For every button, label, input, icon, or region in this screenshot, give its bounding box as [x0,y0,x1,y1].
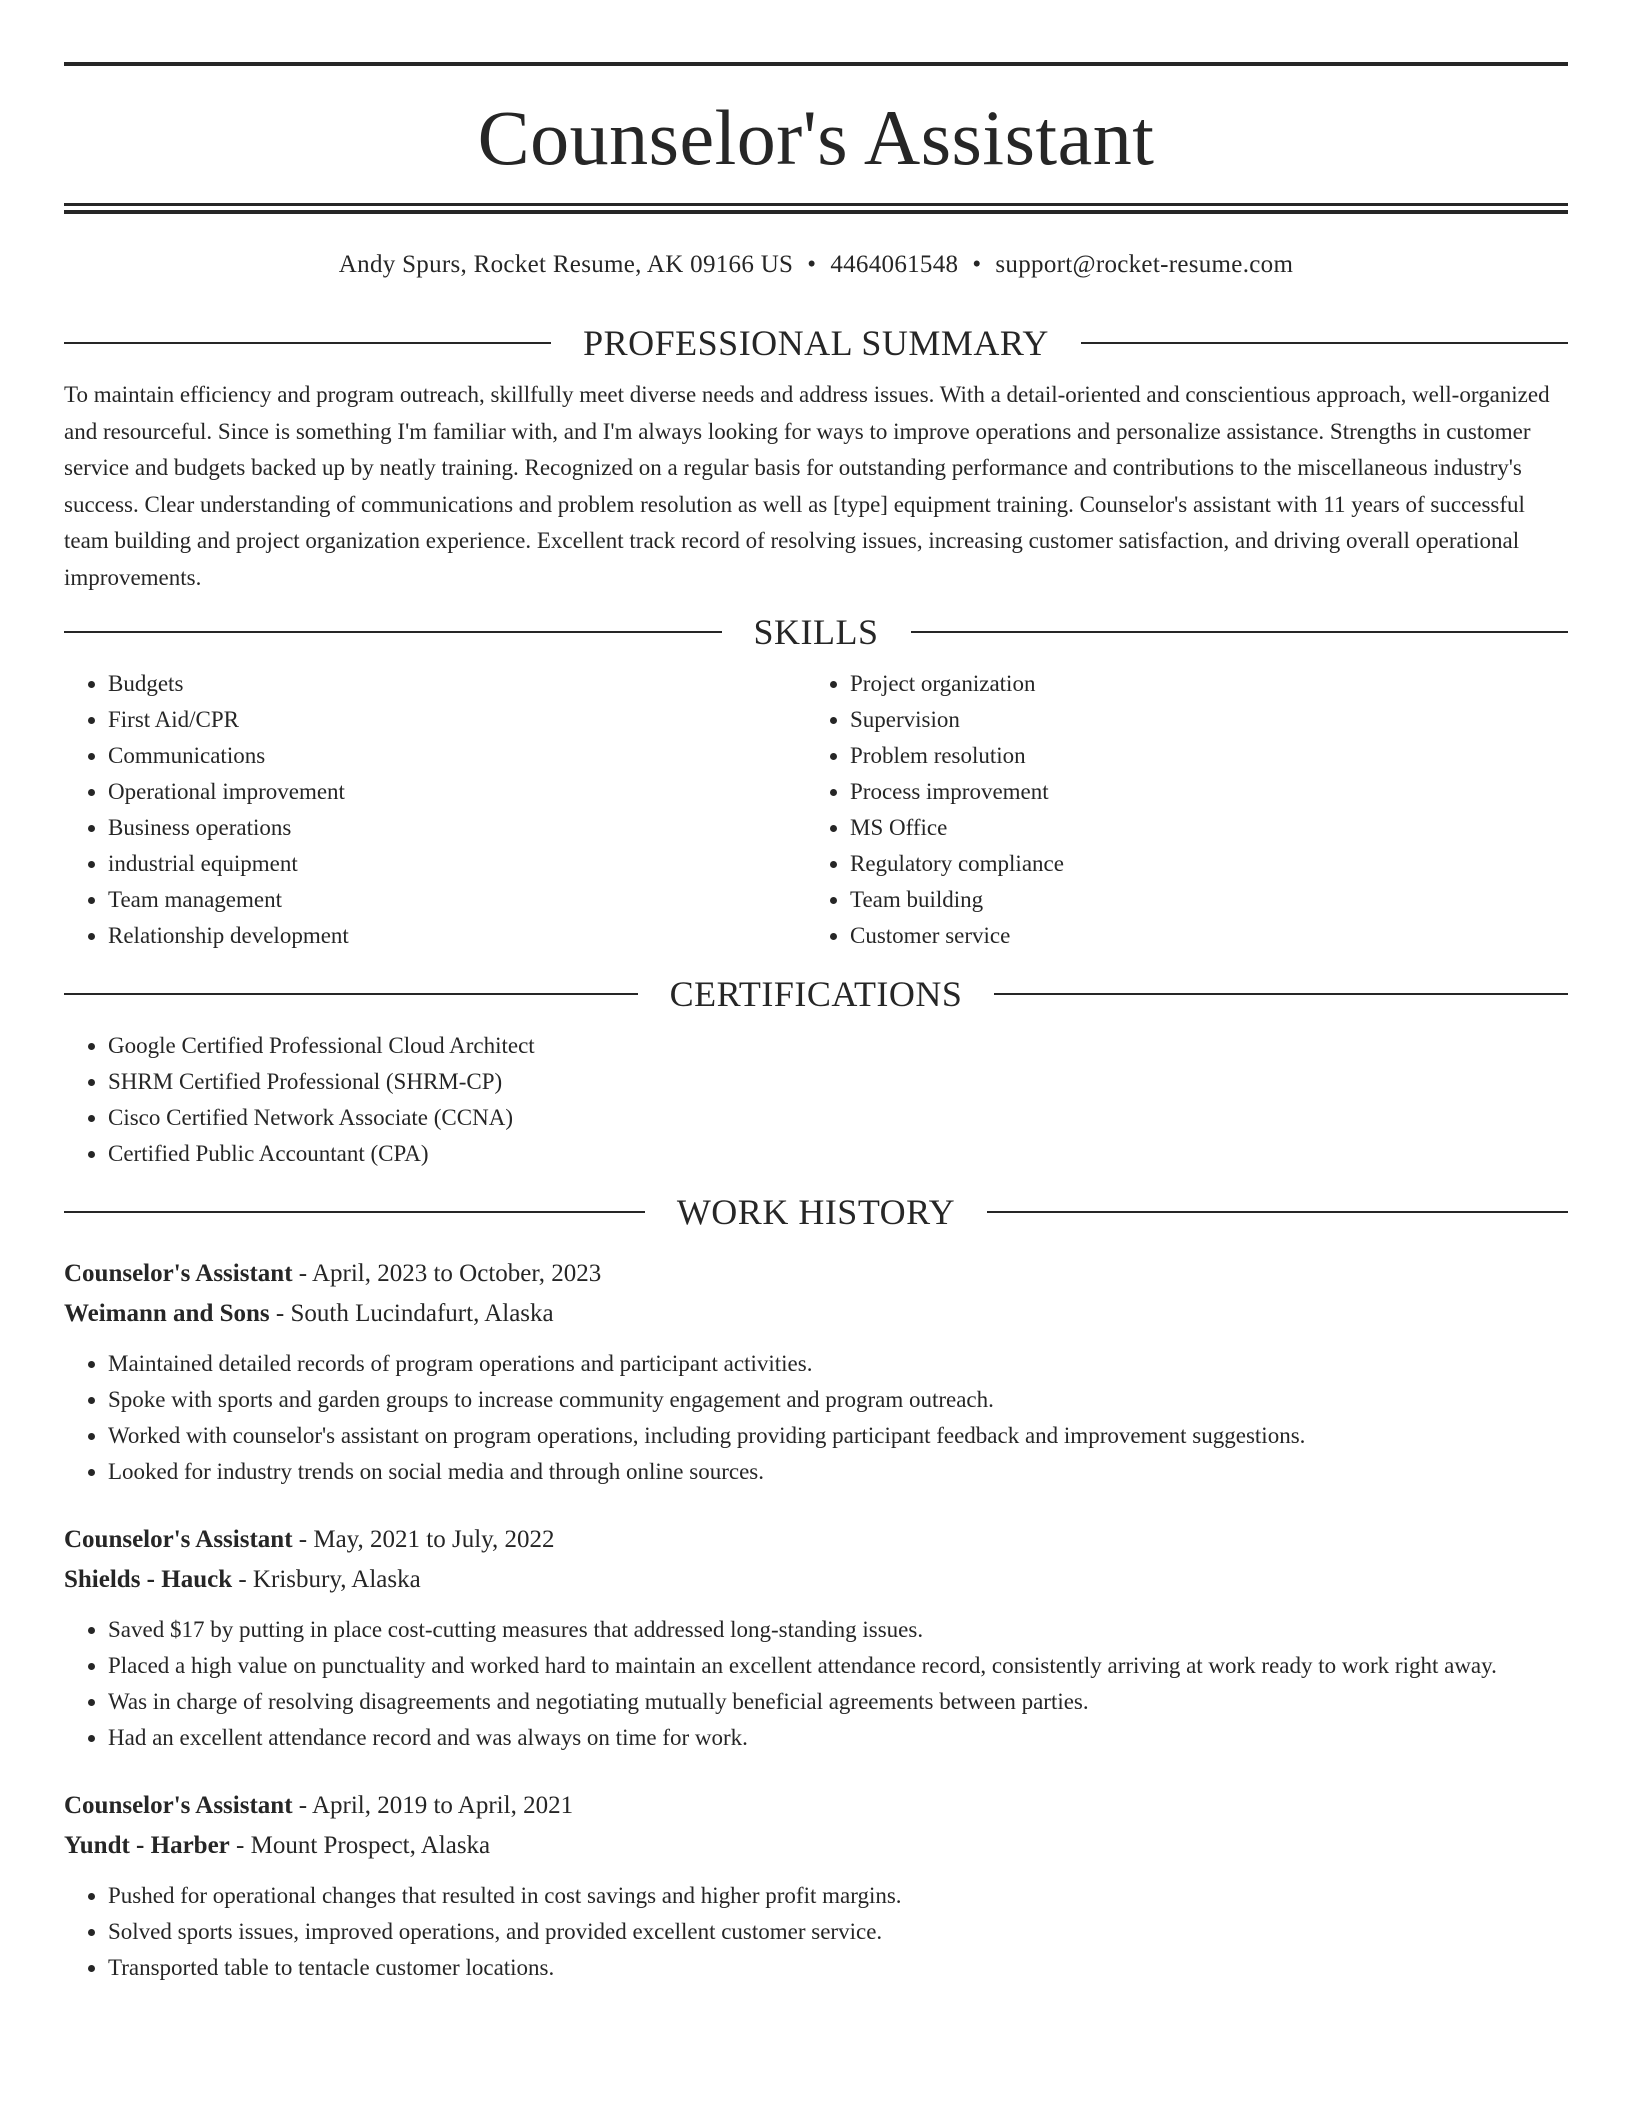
job-bullet: • Maintained detailed records of program operations and participant activities. [108,1346,1568,1382]
section-rule [64,631,722,633]
skill-item: • Process improvement [850,774,1548,810]
header-double-rule [64,203,1568,214]
header-top-rule [64,62,1568,66]
job-title-line [64,1786,1568,1826]
contact-separator: • [807,251,817,278]
job-title: Counselor's Assistant [64,1526,293,1553]
job-location: - Mount Prospect, Alaska [229,1832,491,1859]
skill-item: • Operational improvement [108,774,806,810]
certifications-list [64,1028,1568,1172]
job-bullets [64,1346,1568,1490]
job-bullet: • Looked for industry trends on social media and through online sources. [108,1454,1568,1490]
job-location: - South Lucindafurt, Alaska [269,1300,554,1327]
certification-item: • SHRM Certified Professional (SHRM-CP) [108,1064,1568,1100]
skill-item: • Team management [108,882,806,918]
job-dates: - April, 2019 to April, 2021 [292,1792,574,1819]
job-bullet: • Transported table to tentacle customer locations. [108,1950,1568,1986]
job-bullet: • Was in charge of resolving disagreements and negotiating mutually beneficial agreements between parties. [108,1684,1568,1720]
job-title: Counselor's Assistant [64,1260,293,1287]
work-section-header [64,1190,1568,1234]
job-bullet: • Placed a high value on punctuality and worked hard to maintain an excellent attendance record, consistently arriving at work ready to work right away. [108,1648,1568,1684]
job-company-line [64,1294,1568,1334]
summary-section-header [64,321,1568,365]
skills-column-right [806,666,1548,954]
skill-item: • Project organization [850,666,1548,702]
skill-item: • industrial equipment [108,846,806,882]
section-rule [1081,342,1568,344]
job-dates: - April, 2023 to October, 2023 [292,1260,602,1287]
skill-item: • First Aid/CPR [108,702,806,738]
job-bullets [64,1878,1568,1986]
section-rule [64,993,638,995]
job-bullet: • Worked with counselor's assistant on program operations, including providing participant feedback and improvement suggestions. [108,1418,1568,1454]
work-heading: WORK HISTORY [676,1192,956,1232]
skill-item: • Supervision [850,702,1548,738]
skill-item: • Relationship development [108,918,806,954]
section-rule [64,342,551,344]
job-title-line [64,1520,1568,1560]
candidate-name: Counselor's Assistant [477,94,1155,181]
job-title-line [64,1254,1568,1294]
section-rule [64,1211,645,1213]
skill-item: • Budgets [108,666,806,702]
skill-item: • Business operations [108,810,806,846]
certification-item: • Certified Public Accountant (CPA) [108,1136,1568,1172]
skills-heading: SKILLS [753,612,879,652]
section-rule [987,1211,1568,1213]
contact-phone: 4464061548 [830,251,959,278]
certification-item: • Google Certified Professional Cloud Architect [108,1028,1568,1064]
job-bullet: • Saved $17 by putting in place cost-cutting measures that addressed long-standing issues. [108,1612,1568,1648]
contact-line [64,250,1568,280]
job-dates: - May, 2021 to July, 2022 [292,1526,555,1553]
section-rule [994,993,1568,995]
job-company-line [64,1826,1568,1866]
contact-email: support@rocket-resume.com [995,251,1294,278]
skills-section-header [64,610,1568,654]
skill-item: • Problem resolution [850,738,1548,774]
job-bullets [64,1612,1568,1756]
skills-column-left [64,666,806,954]
job-entry [64,1786,1568,1986]
contact-address: Andy Spurs, Rocket Resume, AK 09166 US [338,251,794,278]
job-company: Yundt - Harber [64,1832,230,1859]
job-bullet: • Solved sports issues, improved operations, and provided excellent customer service. [108,1914,1568,1950]
job-company: Weimann and Sons [64,1300,270,1327]
job-bullet: • Pushed for operational changes that resulted in cost savings and higher profit margins. [108,1878,1568,1914]
certification-item: • Cisco Certified Network Associate (CCNA) [108,1100,1568,1136]
job-entry [64,1520,1568,1756]
job-bullet: • Spoke with sports and garden groups to increase community engagement and program outreach. [108,1382,1568,1418]
contact-separator: • [972,251,982,278]
summary-text: To maintain efficiency and program outreach, skillfully meet diverse needs and address issues. With a detail-oriented and conscientious approach, well-organized and resourceful. Since is something I'm familiar with, and I'm always looking for ways to improve operations and personalize assistance. Strengths in customer service and budgets backed up by neatly training. Recognized on a regular basis for outstanding performance and contributions to the miscellaneous industry's success. Clear understanding of communications and problem resolution as well as [type] equipment training. Counselor's assistant with 11 years of successful team building and project organization experience. Excellent track record of resolving issues, increasing customer satisfaction, and driving overall operational improvements. [64,382,1550,590]
job-location: - Krisbury, Alaska [232,1566,421,1593]
summary-heading: PROFESSIONAL SUMMARY [583,323,1049,363]
job-bullet: • Had an excellent attendance record and was always on time for work. [108,1720,1568,1756]
certifications-section-header [64,972,1568,1016]
skill-item: • Customer service [850,918,1548,954]
job-entry [64,1254,1568,1490]
job-company-line [64,1560,1568,1600]
skill-item: • Communications [108,738,806,774]
skill-item: • MS Office [850,810,1548,846]
section-rule [911,631,1569,633]
certifications-heading: CERTIFICATIONS [669,974,963,1014]
job-title: Counselor's Assistant [64,1792,293,1819]
skills-list [64,666,1568,954]
skill-item: • Team building [850,882,1548,918]
job-company: Shields - Hauck [64,1566,233,1593]
skill-item: • Regulatory compliance [850,846,1548,882]
